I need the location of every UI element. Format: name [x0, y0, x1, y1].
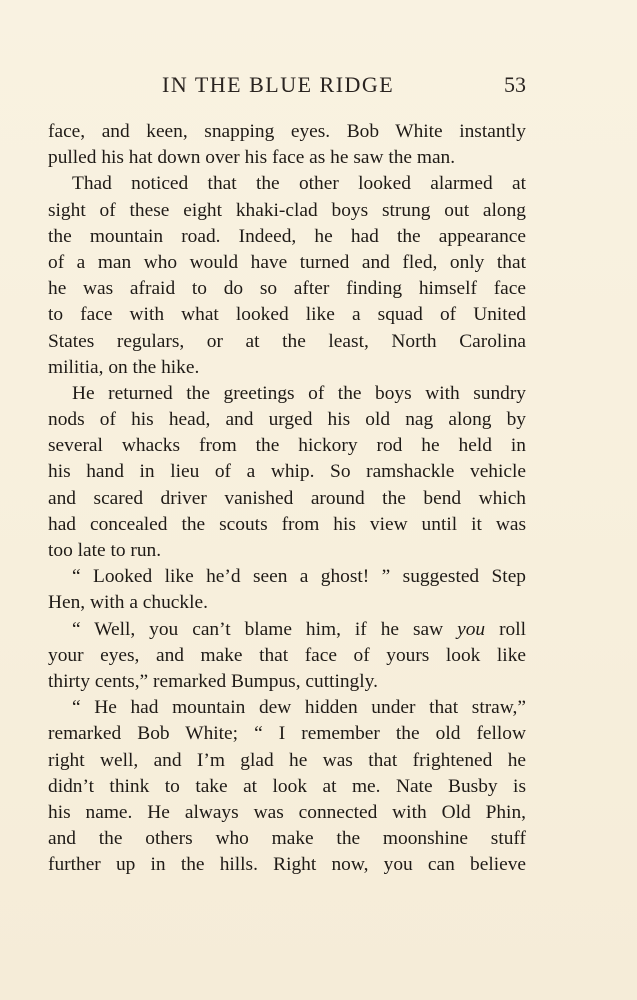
text-line: too late to run. [48, 540, 162, 561]
text-line: further up in the hills. Right now, you can believe [48, 854, 526, 876]
paragraph-5 [48, 617, 526, 696]
text-line: sight of these eight khaki-clad boys strung out along [48, 199, 526, 221]
text-fragment: roll [485, 618, 527, 640]
text-line: his name. He always was connected with Old Phin, [48, 801, 526, 823]
paragraph-3 [48, 381, 526, 564]
text-line: his hand in lieu of a whip. So ramshackle vehicle [48, 461, 526, 483]
page-number: 53 [504, 72, 526, 97]
text-line: of a man who would have turned and fled, only that [48, 251, 526, 273]
text-fragment: “ Well, you can’t blame him, if he saw [72, 618, 458, 640]
text-line: States regulars, or at the least, North Carolina [48, 330, 526, 352]
text-line: militia, on the hike. [48, 356, 200, 378]
text-line: to face with what looked like a squad of United [48, 304, 526, 326]
text-line: pulled his hat down over his face as he saw the man. [48, 147, 456, 169]
text-line [48, 617, 526, 643]
text-line: didn’t think to take at look at me. Nate Busby is [48, 775, 526, 797]
text-line: Thad noticed that the other looked alarmed at [72, 173, 526, 195]
paragraph-6 [48, 695, 526, 878]
paragraph-2 [48, 171, 526, 381]
text-line: thirty cents,” remarked Bumpus, cuttingly. [48, 670, 378, 692]
text-line: Hen, with a chuckle. [48, 592, 208, 614]
paragraph-1 [48, 119, 526, 171]
text-line: several whacks from the hickory rod he held in [48, 435, 526, 457]
text-line: and scared driver vanished around the bend which [48, 487, 526, 509]
page-header [48, 72, 526, 102]
text-line: had concealed the scouts from his view until it was [48, 513, 526, 535]
text-line: right well, and I’m glad he was that frightened he [48, 749, 526, 771]
text-line: “ Looked like he’d seen a ghost! ” suggested Step [72, 566, 526, 588]
text-line: the mountain road. Indeed, he had the appearance [48, 225, 526, 247]
text-line: your eyes, and make that face of yours look like [48, 644, 526, 666]
body-text [48, 119, 526, 878]
paragraph-4 [48, 564, 526, 616]
text-line: nods of his head, and urged his old nag along by [48, 409, 526, 431]
text-line: He returned the greetings of the boys with sundry [72, 382, 526, 404]
text-line: and the others who make the moonshine stuff [48, 828, 526, 850]
running-title: IN THE BLUE RIDGE [162, 72, 395, 97]
text-line: face, and keen, snapping eyes. Bob White instantly [48, 121, 526, 142]
text-line: he was afraid to do so after finding himself face [48, 278, 526, 300]
text-line: remarked Bob White; “ I remember the old fellow [48, 723, 526, 745]
emphasis-text: you [457, 618, 486, 640]
text-line: “ He had mountain dew hidden under that straw,” [72, 697, 526, 719]
